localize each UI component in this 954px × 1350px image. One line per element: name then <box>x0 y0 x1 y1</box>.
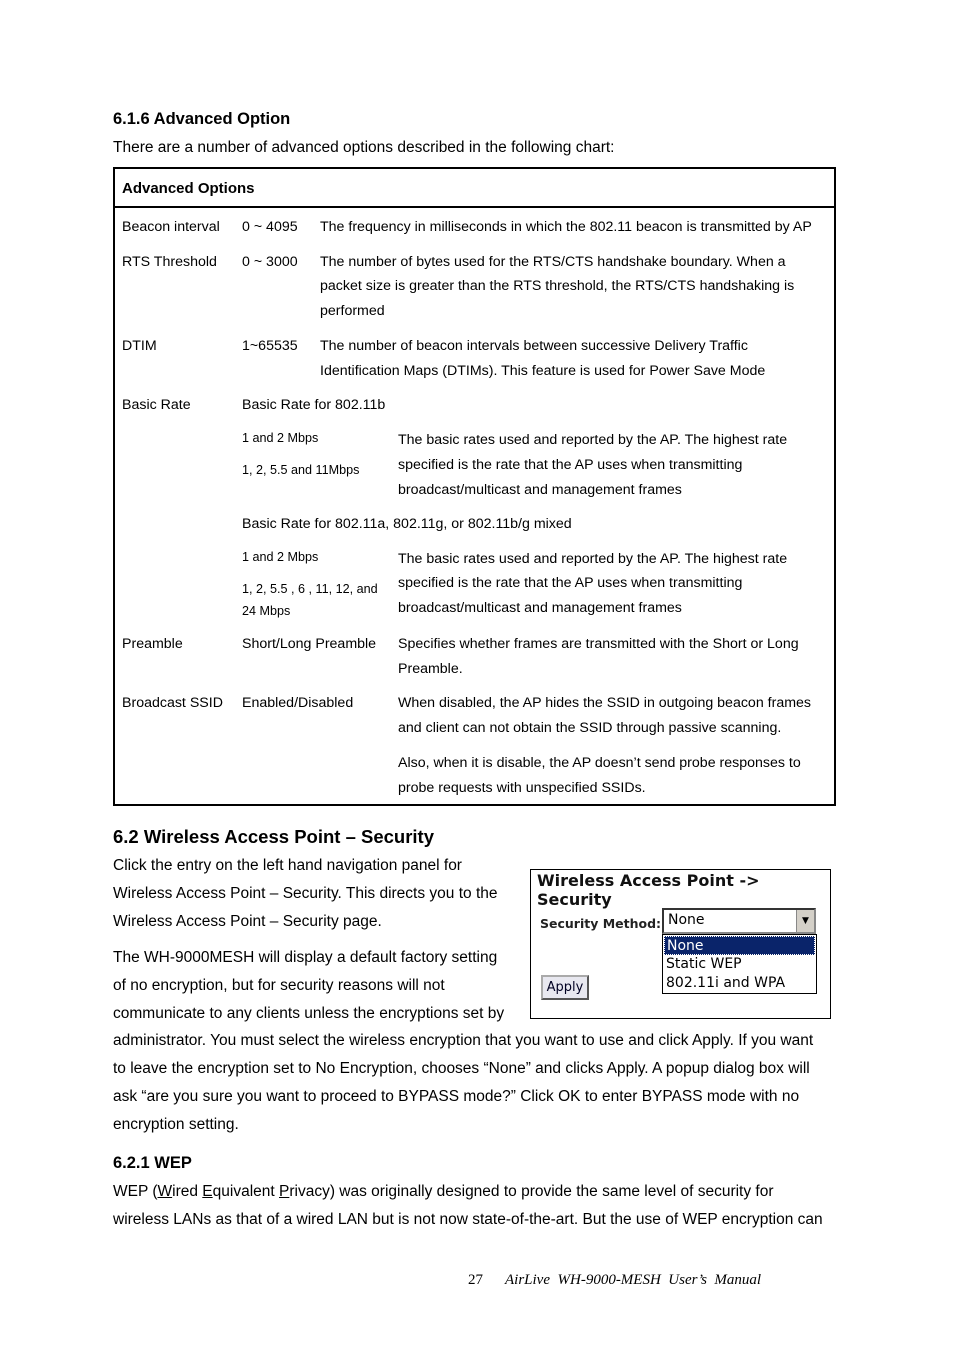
screenshot-title: Wireless Access Point -> Security <box>537 871 760 909</box>
section-heading: 6.1.6 Advanced Option <box>113 110 291 128</box>
section-heading: 6.2 Wireless Access Point – Security <box>113 826 435 847</box>
paragraph-line <box>113 1178 823 1206</box>
option-name: DTIM <box>122 338 157 354</box>
basic-rate-subtitle: Basic Rate for 802.11b <box>242 397 386 413</box>
security-paragraph-1 <box>113 852 523 936</box>
rate-value: 1, 2, 5.5 , 6 , 11, 12, and <box>242 582 378 596</box>
text-span: ired <box>172 1183 203 1200</box>
option-range: 0 ~ 3000 <box>242 254 298 270</box>
paragraph-line: Wireless Access Point – Security page. <box>113 913 382 930</box>
apply-button[interactable]: Apply <box>541 975 589 1000</box>
option-desc-line: Specifies whether frames are transmitted with the Short or Long <box>398 636 799 652</box>
security-method-select[interactable] <box>662 908 816 934</box>
footer-title: AirLive WH-9000-MESH User’s Manual <box>505 1272 762 1288</box>
text-span: rivacy) was originally designed to provide the same level of security for <box>289 1183 774 1200</box>
option-80211i-wpa[interactable]: 802.11i and WPA <box>666 975 786 991</box>
option-name: Basic Rate <box>122 397 191 413</box>
table-header <box>115 169 834 208</box>
option-range: 0 ~ 4095 <box>242 219 298 235</box>
paragraph-line: Wireless Access Point – Security. This directs you to the <box>113 885 498 902</box>
underlined-letter: P <box>279 1183 290 1200</box>
rate-desc-line: The basic rates used and reported by the AP. The highest rate <box>398 432 788 448</box>
option-desc-line: The number of bytes used for the RTS/CTS handshake boundary. When a <box>320 254 786 270</box>
paragraph-line: The WH-9000MESH will display a default factory setting <box>113 949 498 966</box>
paragraph-line: ask “are you sure you want to proceed to BYPASS mode?” Click OK to enter BYPASS mode with no <box>113 1088 800 1105</box>
option-range: Short/Long Preamble <box>242 636 377 652</box>
security-page-screenshot <box>530 869 831 1019</box>
rate-desc-line: The basic rates used and reported by the AP. The highest rate <box>398 551 788 567</box>
option-desc-line: performed <box>320 303 385 319</box>
underlined-letter: W <box>157 1183 173 1200</box>
select-value: None <box>668 912 705 928</box>
rate-value: 24 Mbps <box>242 604 291 618</box>
wep-paragraph <box>113 1178 823 1234</box>
security-paragraph-2-cont <box>113 1027 853 1139</box>
paragraph-line: to leave the encryption set to No Encryption, chooses “None” and clicks Apply. A popup dialog box will <box>113 1060 810 1077</box>
option-none[interactable]: None <box>664 936 815 955</box>
paragraph-line: wireless LANs as that of a wired LAN but is not now state-of-the-art. But the use of WEP encryption can <box>113 1211 823 1228</box>
option-name: Preamble <box>122 636 183 652</box>
advanced-options-table <box>113 167 836 806</box>
rate-desc-line: broadcast/multicast and management frames <box>398 600 682 616</box>
rate-desc-line: specified is the rate that the AP uses when transmitting <box>398 457 743 473</box>
rate-value: 1, 2, 5.5 and 11Mbps <box>242 463 360 477</box>
underlined-letter: E <box>202 1183 213 1200</box>
option-range: 1~65535 <box>242 338 298 354</box>
rate-desc-line: specified is the rate that the AP uses when transmitting <box>398 575 743 591</box>
paragraph-line: encryption setting. <box>113 1116 239 1133</box>
rate-desc-line: broadcast/multicast and management frames <box>398 482 682 498</box>
paragraph-line: Click the entry on the left hand navigation panel for <box>113 857 462 874</box>
rate-value: 1 and 2 Mbps <box>242 550 319 564</box>
option-desc-line: Preamble. <box>398 661 463 677</box>
security-method-label: Security Method: <box>540 916 662 931</box>
section-intro: There are a number of advanced options described in the following chart: <box>113 139 615 156</box>
rate-value: 1 and 2 Mbps <box>242 431 319 445</box>
option-desc-line: Also, when it is disable, the AP doesn’t send probe responses to <box>398 755 801 771</box>
section-heading: 6.2.1 WEP <box>113 1154 192 1172</box>
table-header-label: Advanced Options <box>122 180 255 197</box>
option-desc-line: The number of beacon intervals between successive Delivery Traffic <box>320 338 748 354</box>
option-name: Broadcast SSID <box>122 695 223 711</box>
page-number: 27 <box>468 1272 483 1288</box>
option-desc-line: When disabled, the AP hides the SSID in outgoing beacon frames <box>398 695 812 711</box>
paragraph-line: communicate to any clients unless the encryptions set by <box>113 1005 505 1022</box>
security-paragraph-2 <box>113 944 523 1028</box>
paragraph-line: administrator. You must select the wireless encryption that you want to use and click Apply. If you want <box>113 1032 814 1049</box>
option-name: Beacon interval <box>122 219 220 235</box>
option-desc: The frequency in milliseconds in which the 802.11 beacon is transmitted by AP <box>320 219 812 235</box>
option-range: Enabled/Disabled <box>242 695 354 711</box>
option-name: RTS Threshold <box>122 254 217 270</box>
paragraph-line: of no encryption, but for security reasons will not <box>113 977 445 994</box>
option-desc-line: Identification Maps (DTIMs). This feature is used for Power Save Mode <box>320 363 766 379</box>
option-desc-line: probe requests with unspecified SSIDs. <box>398 780 646 796</box>
text-span: WEP ( <box>113 1183 158 1200</box>
option-desc-line: and client can not obtain the SSID through passive scanning. <box>398 720 782 736</box>
option-desc-line: packet size is greater than the RTS threshold, the RTS/CTS handshaking is <box>320 278 795 294</box>
option-static-wep[interactable]: Static WEP <box>666 956 742 972</box>
security-method-options[interactable] <box>662 934 817 994</box>
dropdown-arrow-icon[interactable]: ▼ <box>796 910 814 932</box>
text-span: quivalent <box>212 1183 279 1200</box>
basic-rate-subtitle: Basic Rate for 802.11a, 802.11g, or 802.11b/g mixed <box>242 516 572 532</box>
